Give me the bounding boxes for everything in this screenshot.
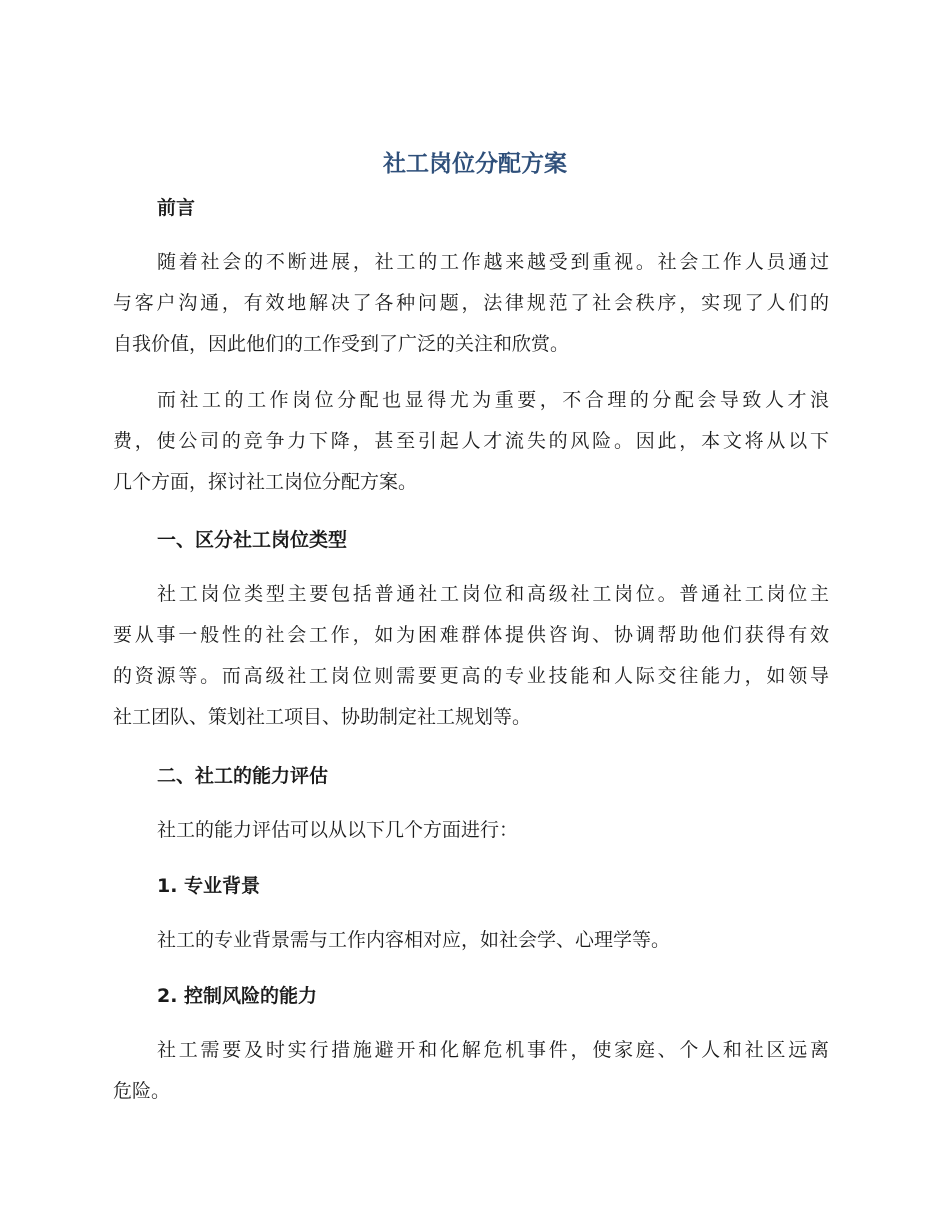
text-line: 社工团队、策划社工项目、协助制定社工规划等。 <box>113 706 532 728</box>
text-line: 的资源等。而高级社工岗位则需要更高的专业技能和人际交往能力，如领导 <box>113 665 829 687</box>
subsection-2-heading: 2. 控制风险的能力 <box>157 985 318 1007</box>
preface-heading: 前言 <box>157 197 196 219</box>
text-line: 而社工的工作岗位分配也显得尤为重要，不合理的分配会导致人才浪 <box>157 389 829 411</box>
document-title: 社工岗位分配方案 <box>383 151 567 177</box>
text-line: 自我价值，因此他们的工作受到了广泛的关注和欣赏。 <box>113 333 570 355</box>
subsection-2-text <box>113 1030 829 1112</box>
section-1-paragraph <box>113 574 829 738</box>
text-line: 随着社会的不断进展，社工的工作越来越受到重视。社会工作人员通过 <box>157 251 829 273</box>
section-2-intro <box>113 810 829 851</box>
subsection-1-heading: 1. 专业背景 <box>157 875 261 897</box>
text-line: 要从事一般性的社会工作，如为困难群体提供咨询、协调帮助他们获得有效 <box>113 624 829 646</box>
text-line: 社工需要及时实行措施避开和化解危机事件，使家庭、个人和社区远离 <box>157 1039 829 1061</box>
preface-paragraph-1 <box>113 242 829 365</box>
text-line: 与客户沟通，有效地解决了各种问题，法律规范了社会秩序，实现了人们的 <box>113 292 829 314</box>
text-line: 社工岗位类型主要包括普通社工岗位和高级社工岗位。普通社工岗位主 <box>157 583 829 605</box>
subsection-1-text <box>113 920 829 961</box>
text-line: 社工的能力评估可以从以下几个方面进行： <box>157 819 519 841</box>
section-2-heading: 二、社工的能力评估 <box>157 765 329 787</box>
text-line: 危险。 <box>113 1080 171 1102</box>
text-line: 社工的专业背景需与工作内容相对应，如社会学、心理学等。 <box>157 929 671 951</box>
section-1-heading: 一、区分社工岗位类型 <box>157 529 348 551</box>
preface-paragraph-2 <box>113 380 829 503</box>
text-line: 几个方面，探讨社工岗位分配方案。 <box>113 471 418 493</box>
text-line: 费，使公司的竞争力下降，甚至引起人才流失的风险。因此，本文将从以下 <box>113 430 829 452</box>
